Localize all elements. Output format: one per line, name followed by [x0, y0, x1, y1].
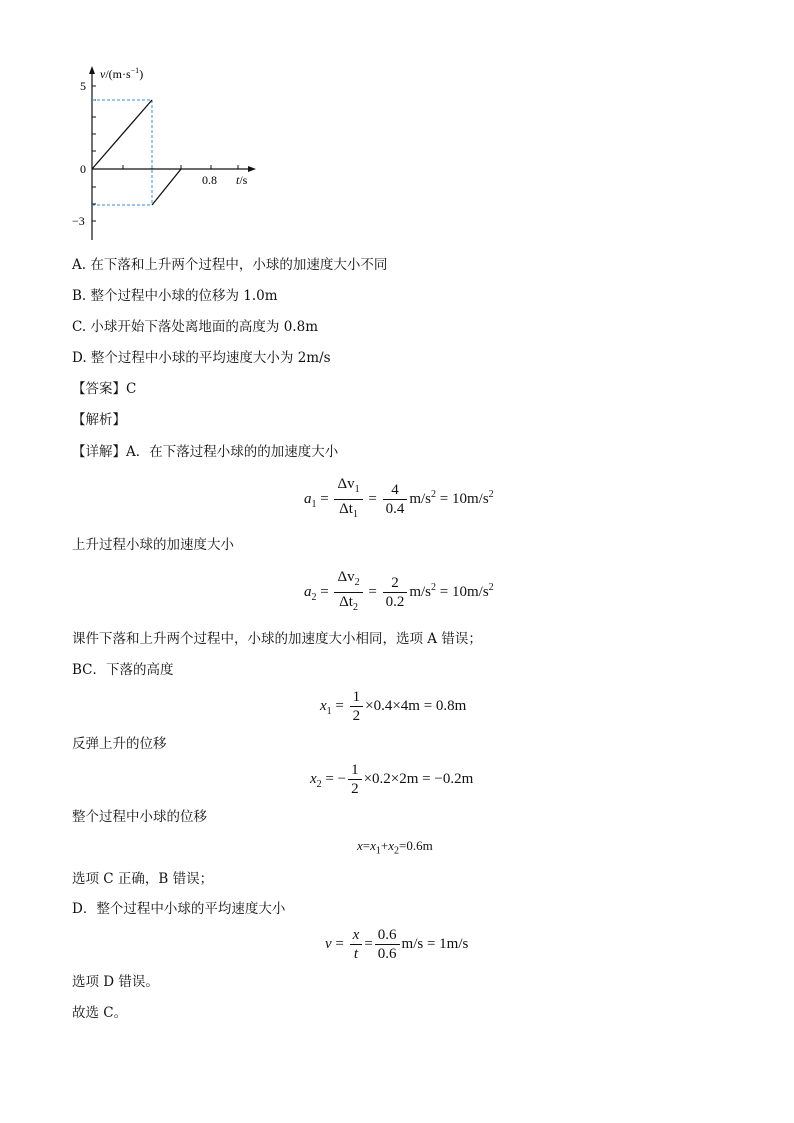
final-answer-line: 故选 C。: [72, 1005, 128, 1021]
total-displacement-line: 整个过程中小球的位移: [72, 809, 207, 825]
c-correct-line: 选项 C 正确，B 错误；: [72, 871, 214, 887]
conclude-a-line: 课件下落和上升两个过程中，小球的加速度大小相同，选项 A 错误；: [72, 631, 482, 647]
equation-a1: $a_1$ = $\frac{\Delta v_1}{\Delta t_1}$ = $\frac{4}{0.4}$ $m/s^2 = 10m/s^2$: [304, 476, 494, 520]
y-axis-arrow: [89, 66, 95, 74]
option-a: A. 在下落和上升两个过程中，小球的加速度大小不同: [72, 257, 388, 273]
velocity-line-rise: [152, 169, 181, 205]
d-line: D．整个过程中小球的平均速度大小: [72, 901, 286, 917]
detail-line: 【详解】A．在下落过程小球的的加速度大小: [72, 444, 339, 460]
option-c: C. 小球开始下落处离地面的高度为 0.8m: [72, 319, 318, 335]
x-tick-label-0.8: 0.8: [202, 173, 217, 187]
equation-v: v = $\frac{x}{t}$ = $\frac{0.6}{0.6}$ m/s = 1m/s: [325, 927, 469, 962]
equation-x-total: $x=x_1+x_2=0.6m$: [357, 838, 433, 857]
x-axis-arrow: [248, 166, 256, 172]
equation-a2: $a_2$ = $\frac{\Delta v_2}{\Delta t_2}$ = $\frac{2}{0.2}$ $m/s^2 = 10m/s^2$: [304, 569, 494, 613]
answer-line: 【答案】C: [72, 381, 137, 397]
equation-x2: $x_2$ = − $\frac{1}{2}$ ×0.2×2m = −0.2m: [310, 762, 474, 797]
y-tick-label-5: 5: [80, 79, 86, 93]
bc-line: BC．下落的高度: [72, 662, 174, 678]
velocity-time-graph: [70, 62, 270, 247]
x-axis-label: t/s: [236, 173, 248, 187]
velocity-line-fall: [92, 100, 152, 169]
rebound-line: 反弹上升的位移: [72, 736, 167, 752]
analysis-title: 【解析】: [72, 412, 126, 428]
y-axis-label: $v/(m\cdot s^{-1})$: [100, 66, 144, 81]
rise-line: 上升过程小球的加速度大小: [72, 537, 234, 553]
option-d: D. 整个过程中小球的平均速度大小为 2m/s: [72, 350, 331, 366]
option-b: B. 整个过程中小球的位移为 1.0m: [72, 288, 278, 304]
y-tick-label-neg3: −3: [72, 214, 85, 228]
y-tick-label-0: 0: [80, 162, 86, 176]
d-wrong-line: 选项 D 错误。: [72, 974, 159, 990]
equation-x1: $x_1$ = $\frac{1}{2}$ ×0.4×4m = 0.8m: [320, 689, 467, 724]
